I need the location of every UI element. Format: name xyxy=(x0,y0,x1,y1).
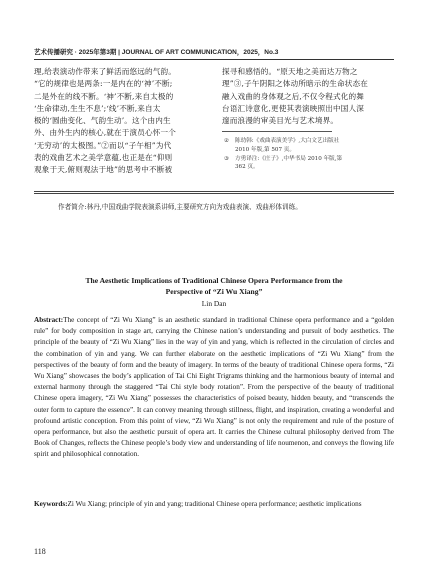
english-title xyxy=(34,275,394,297)
title-line: Perspective of “Zi Wu Xiang” xyxy=(165,287,263,296)
title-line: The Aesthetic Implications of Traditional Chinese Opera Performance from the xyxy=(85,276,343,285)
footnote xyxy=(222,155,394,172)
keywords-label: Keywords: xyxy=(34,500,68,508)
footnote-marker: ② xyxy=(224,138,230,145)
left-column xyxy=(34,66,206,190)
text-line: 融入戏曲的身体观之后,不仅令程式化的舞 xyxy=(222,91,364,101)
abstract-text: The concept of “Zi Wu Xiang” is an aesthetic standard in traditional Chinese opera performance and a “golden rule” for body composition in stage art, carrying the Chinese nation’s understanding and pursuit of body aesthetics. The principle of the beauty of “Zi Wu Xiang” lies in the way of yin and yang, which is reflected in the circulation of circles and the combination of yin and yang. We can further elaborate on the aesthetic implications of “Zi Wu Xiang” from the perspectives of the beauty of form and the beauty of imagery. In terms of the beauty of traditional Chinese opera forms, “Zi Wu Xiang” showcases the body’s application of Tai Chi Eight Trigrams thinking and the harmonious beauty of internal and external harmony through the staggered “Tai Chi style body rotation”. From the perspective of the beauty of traditional Chinese opera imagery, “Zi Wu Xiang” possesses the characteristics of poised beauty, hidden beauty, and “transcends the outer form to capture the essence”. It can convey meaning through stillness, flight, and inspiration, creating a wonderful and profound artistic conception. From this point of view, “Zi Wu Xiang” is not only the requirement and rule of the posture of opera performance, but also the aesthetic pursuit of opera art. It carries the Chinese cultural philosophy derived from The Book of Changes, reflects the Chinese people’s body view and understanding of life noumenon, and conveys the flowing life spirit and philosophical connotation. xyxy=(34,316,394,459)
text-line: 邃而浪漫的审美目光与艺术境界。 xyxy=(222,116,339,126)
english-author: Lin Dan xyxy=(201,299,227,308)
text-line: 台语汇诗意化,更使其表演映照出中国人深 xyxy=(222,103,364,113)
chinese-body-text xyxy=(34,66,394,190)
text-line: 二是外在的线不断。‘神’不断,来自太极的 xyxy=(34,91,174,101)
author-bio: 作者简介:林丹,中国戏曲学院表演系讲师,主要研究方向为戏曲表演、戏曲形体训练。 xyxy=(58,203,302,211)
text-line: 探寻和感悟的。“原天地之美而达万物之 xyxy=(222,67,358,76)
header-rule xyxy=(34,59,394,60)
footnote-line: 2010 年版,第 507 页。 xyxy=(235,147,295,154)
footnote-line: 陈幼韩:《戏曲表演美学》,大白文艺出版社 xyxy=(235,138,340,145)
text-line: ‘无穷动’的太极图。”②而以“子午相”为代 xyxy=(34,140,172,150)
footnote xyxy=(222,137,394,154)
text-line: 表的戏曲艺术之美学意蕴,也正是在“仰则 xyxy=(34,153,173,163)
abstract-label: Abstract: xyxy=(34,316,64,324)
text-line: 理,给表演动作带来了鲜活而悠远的气韵。 xyxy=(34,67,176,76)
text-line: 极的‘圆曲变化、气韵生动’。这个由内生 xyxy=(34,116,171,126)
text-line: ‘生命律动,生生不息’;‘线’不断,来自太 xyxy=(34,103,161,113)
footnote-line: 方勇译注:《庄子》,中华书局 2010 年版,第 xyxy=(235,155,343,162)
keywords-text: Zi Wu Xiang; principle of yin and yang; traditional Chinese opera performance; aesthetic implications xyxy=(67,500,362,508)
english-keywords xyxy=(34,499,394,510)
text-line: “它的规律也是两条:一是内在的‘神’不断; xyxy=(34,79,173,89)
right-column xyxy=(222,66,394,190)
text-line: 理”③,子午阴阳之体动所暗示的生命状态在 xyxy=(222,79,368,89)
footnote-marker: ③ xyxy=(224,155,230,162)
text-line: 外、由外生内的核心,就在于演员心怀一个 xyxy=(34,128,176,138)
page-number: 118 xyxy=(34,547,46,556)
text-line: 观象于天,俯则观法于地”的思考中不断被 xyxy=(34,165,173,175)
footnote-rule xyxy=(222,131,332,132)
running-header: 艺术传播研究 · 2025年第3期 | JOURNAL OF ART COMMUNICATION，2025，No.3 xyxy=(34,49,279,56)
section-divider xyxy=(34,191,394,194)
footnote-line: 362 页。 xyxy=(235,164,259,171)
english-abstract xyxy=(34,315,394,461)
